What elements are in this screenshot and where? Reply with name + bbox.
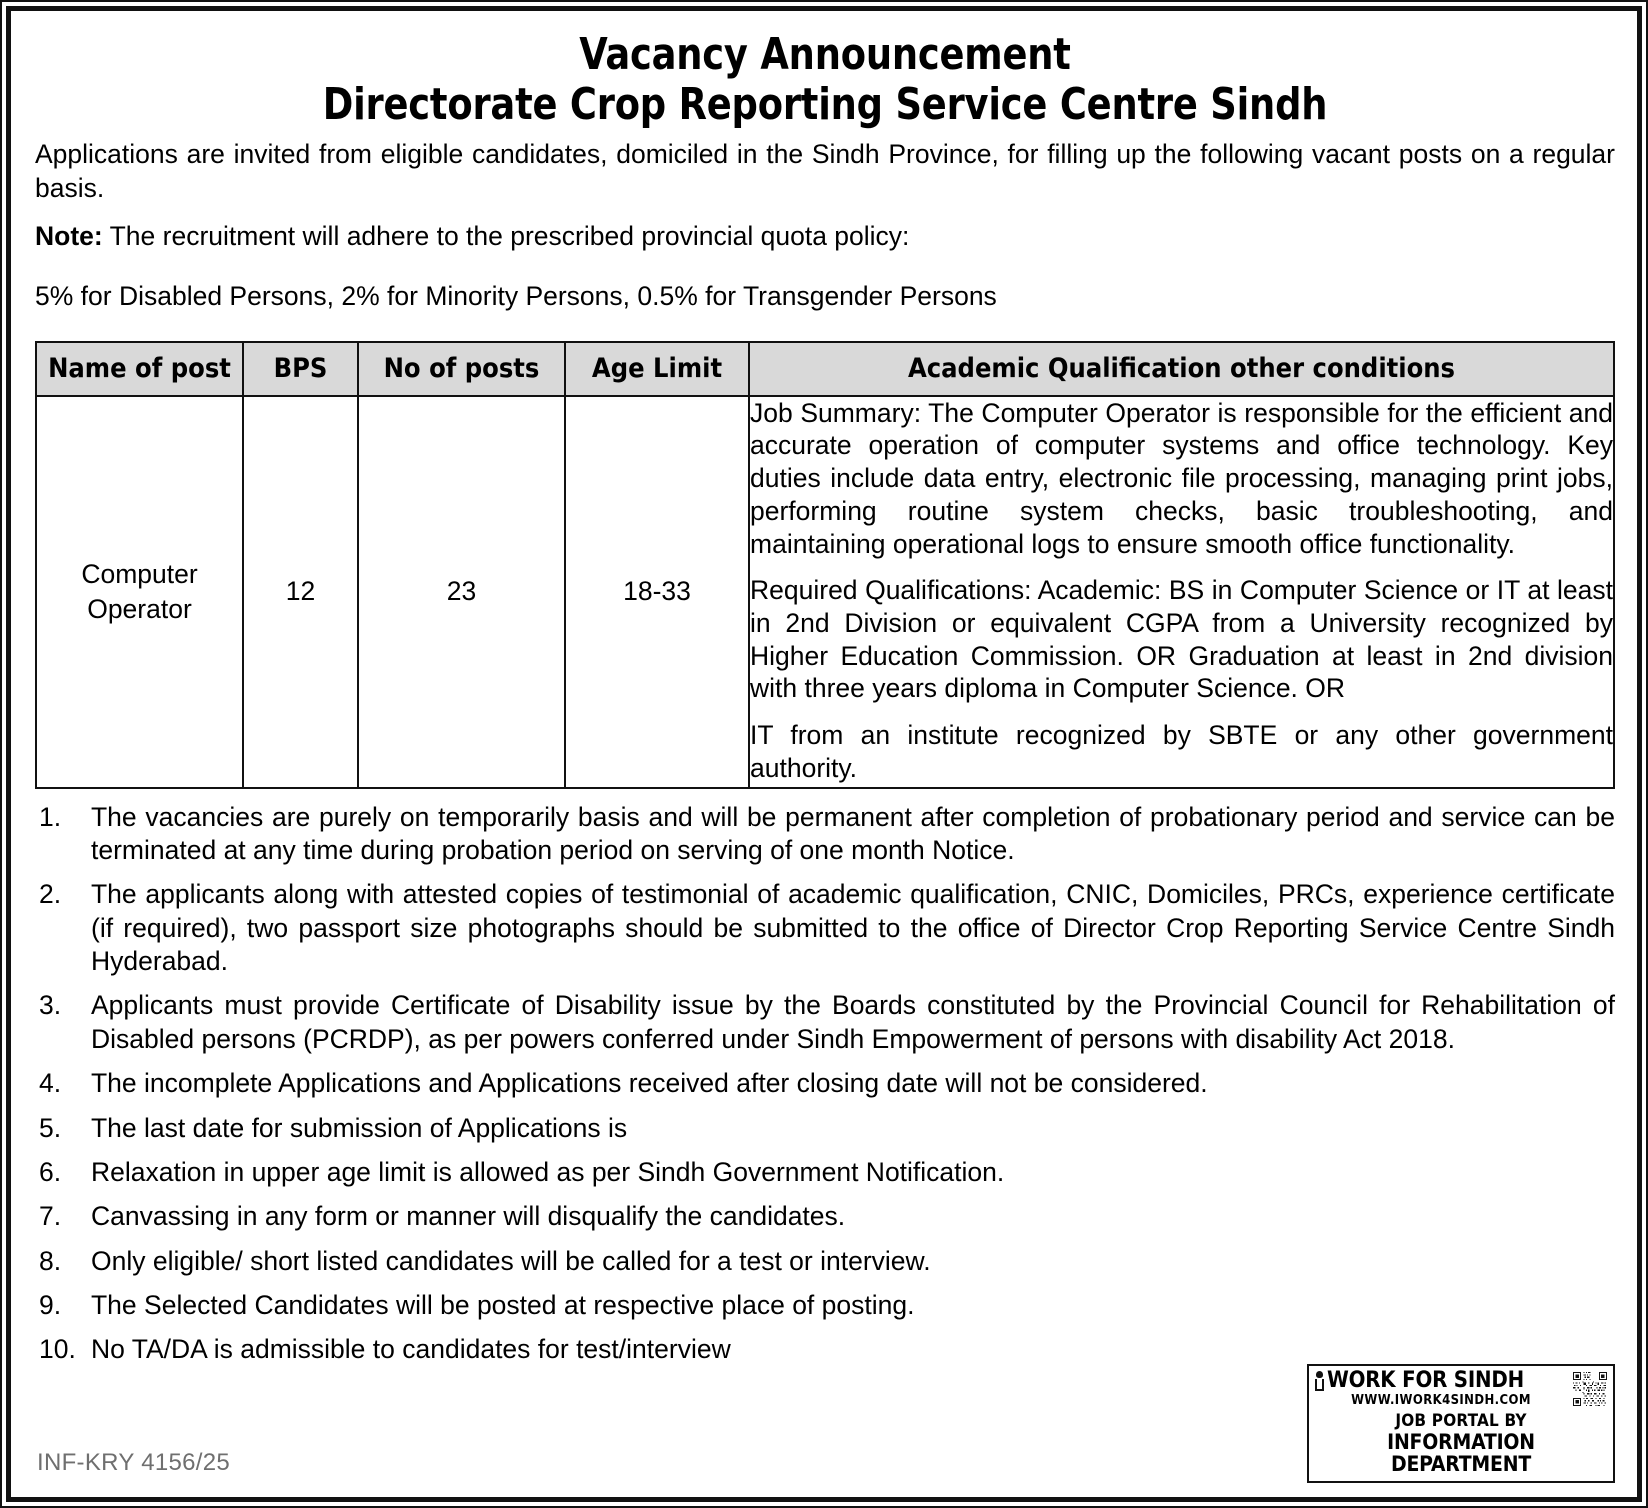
list-item-text: The vacancies are purely on temporarily basis and will be permanent after completion of probationary period and service can be terminated at any time during probation period on serving of one month Notice. (91, 801, 1615, 865)
person-i-icon (1315, 1371, 1324, 1391)
list-item (35, 1333, 1615, 1366)
page-footer (35, 1363, 1615, 1483)
cell-age-limit: 18-33 (565, 396, 749, 788)
list-item (35, 1245, 1615, 1278)
table-head (36, 342, 1614, 396)
quota-line: 5% for Disabled Persons, 2% for Minority Persons, 0.5% for Transgender Persons (35, 281, 997, 312)
list-item-text: No TA/DA is admissible to candidates for test/interview (91, 1334, 731, 1365)
list-item (35, 1200, 1615, 1233)
table-body (36, 396, 1614, 788)
list-item-number: 1. (39, 801, 62, 832)
table-row (36, 396, 1614, 788)
qualification-paragraph-required: Required Qualifications: Academic: BS in Computer Science or IT at least in 2nd Division or equivalent CGPA from a University recognized by Higher Education Commission. OR Graduation at least in 2nd division with three years diploma in Computer Science. OR (750, 575, 1613, 704)
logo-brand-text: WORK FOR SINDH (1327, 1367, 1524, 1393)
list-item (35, 1289, 1615, 1322)
list-item-number: 3. (39, 990, 62, 1021)
list-item-number: 8. (39, 1245, 62, 1276)
cell-no-of-posts: 23 (358, 396, 565, 788)
logo-top-row (1315, 1367, 1607, 1408)
column-header-no-of-posts: No of posts (358, 342, 565, 396)
column-header-bps: BPS (243, 342, 358, 396)
logo-text-group (1315, 1367, 1567, 1408)
qualification-paragraph-sbte: IT from an institute recognized by SBTE or any other government authority. (750, 720, 1613, 783)
note-text: The recruitment will adhere to the prescribed provincial quota policy: (109, 220, 910, 251)
logo-brand-line (1315, 1367, 1567, 1393)
note-label: Note: (35, 220, 103, 251)
list-item-text: Applicants must provide Certificate of Disability issue by the Boards constituted by the Provincial Council for Rehabilitation of Disabled persons (PCRDP), as per powers conferred under Sindh Empowerment of persons with disability Act 2018. (91, 990, 1615, 1054)
list-item-number: 9. (39, 1290, 62, 1321)
logo-department: INFORMATION DEPARTMENT (1387, 1429, 1535, 1476)
intro-paragraph: Applications are invited from eligible candidates, domiciled in the Sindh Province, for filling up the following vacant posts on a regular basis. (35, 139, 1615, 203)
logo-website: WWW.IWORK4SINDH.COM (1351, 1392, 1531, 1408)
list-item-number: 2. (39, 879, 62, 910)
page-title (35, 31, 1615, 128)
page-frame (6, 6, 1642, 1502)
list-item-text: The Selected Candidates will be posted at respective place of posting. (91, 1290, 915, 1321)
list-item-text: Canvassing in any form or manner will disqualify the candidates. (91, 1201, 846, 1232)
cell-qualification (749, 396, 1614, 788)
cell-name-of-post: Computer Operator (36, 396, 243, 788)
qualification-paragraph-job-summary: Job Summary: The Computer Operator is responsible for the efficient and accurate operation of computer systems and office technology. Key duties include data entry, electronic file processing, managing print jobs, performing routine system checks, basic troubleshooting, and maintaining operational logs to ensure smooth office functionality. (750, 397, 1613, 559)
list-item-number: 4. (39, 1068, 62, 1099)
iwork-sindh-logo-box (1307, 1364, 1615, 1483)
list-item (35, 878, 1615, 978)
list-item (35, 1067, 1615, 1100)
list-item-number: 5. (39, 1112, 62, 1143)
conditions-list (35, 801, 1615, 1367)
column-header-qualification: Academic Qualification other conditions (749, 342, 1614, 396)
column-header-name-of-post: Name of post (36, 342, 243, 396)
list-item-text: Relaxation in upper age limit is allowed as per Sindh Government Notification. (91, 1156, 1005, 1187)
column-header-age-limit: Age Limit (565, 342, 749, 396)
logo-portal-by: JOB PORTAL BY (1395, 1410, 1527, 1431)
list-item (35, 989, 1615, 1056)
cell-bps: 12 (243, 396, 358, 788)
list-item (35, 1112, 1615, 1145)
list-item-number: 7. (39, 1201, 62, 1232)
list-item-text: The incomplete Applications and Applications received after closing date will not be considered. (91, 1068, 1208, 1099)
reference-number: INF-KRY 4156/25 (37, 1449, 231, 1476)
note-line (35, 220, 1615, 254)
list-item-text: Only eligible/ short listed candidates will be called for a test or interview. (91, 1245, 931, 1276)
table-header-row (36, 342, 1614, 396)
list-item-number: 10. (39, 1334, 76, 1365)
vacancy-table (35, 341, 1615, 789)
qr-code-icon (1573, 1372, 1607, 1406)
list-item (35, 801, 1615, 868)
title-line-2: Directorate Crop Reporting Service Centre Sindh (322, 78, 1328, 130)
list-item (35, 1156, 1615, 1189)
list-item-number: 6. (39, 1156, 62, 1187)
list-item-text: The applicants along with attested copies of testimonial of academic qualification, CNIC, Domiciles, PRCs, experience certificate (if required), two passport size photographs should be submitted to the office of Director Crop Reporting Service Centre Sindh Hyderabad. (91, 879, 1615, 977)
list-item-text: The last date for submission of Applications is (91, 1112, 628, 1143)
title-line-1: Vacancy Announcement (579, 29, 1071, 80)
